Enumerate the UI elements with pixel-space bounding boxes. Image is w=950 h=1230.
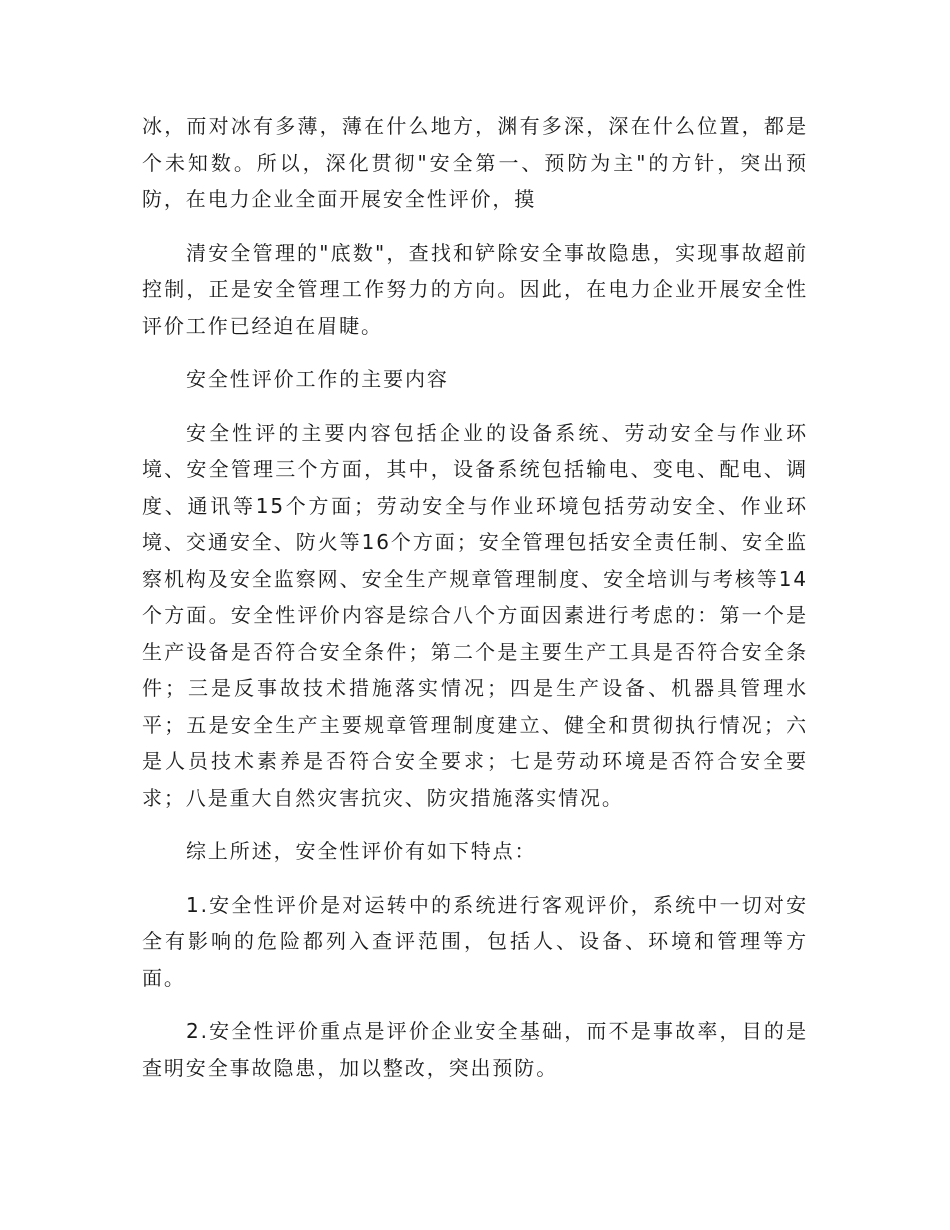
paragraph-summary-intro: 综上所述，安全性评价有如下特点： xyxy=(186,839,537,863)
paragraph-safety-baseline: 清安全管理的"底数"，查找和铲除安全事故隐患，实现事故超前控制，正是安全管理工作努力的方向。因此，在电力企业开展安全性评价工作已经迫在眉睫。 xyxy=(142,240,808,338)
list-item-feature-1: 1.安全性评价是对运转中的系统进行客观评价，系统中一切对安全有影响的危险都列入查评范围，包括人、设备、环境和管理等方面。 xyxy=(142,892,808,990)
paragraph-continuation: 冰，而对冰有多薄，薄在什么地方，渊有多深，深在什么位置，都是个未知数。所以，深化贯彻"安全第一、预防为主"的方针，突出预防，在电力企业全面开展安全性评价，摸 xyxy=(142,114,808,211)
paragraph-evaluation-content: 安全性评的主要内容包括企业的设备系统、劳动安全与作业环境、安全管理三个方面，其中，设备系统包括输电、变电、配电、调度、通讯等15个方面；劳动安全与作业环境包括劳动安全、作业环境、交通安全、防火等16个方面；安全管理包括安全责任制、安全监察机构及安全监察网、安全生产规章管理制度、安全培训与考核等14个方面。安全性评价内容是综合八个方面因素进行考虑的：第一个是生产设备是否符合安全条件；第二个是主要生产工具是否符合安全条件；三是反事故技术措施落实情况；四是生产设备、机器具管理水平；五是安全生产主要规章管理制度建立、健全和贯彻执行情况；六是人员技术素养是否符合安全要求；七是劳动环境是否符合安全要求；八是重大自然灾害抗灾、防灾措施落实情况。 xyxy=(142,420,808,810)
list-item-feature-2: 2.安全性评价重点是评价企业安全基础，而不是事故率，目的是查明安全事故隐患，加以整改，突出预防。 xyxy=(142,1019,808,1080)
section-heading-main-content: 安全性评价工作的主要内容 xyxy=(186,367,449,391)
document-body xyxy=(142,108,808,1103)
